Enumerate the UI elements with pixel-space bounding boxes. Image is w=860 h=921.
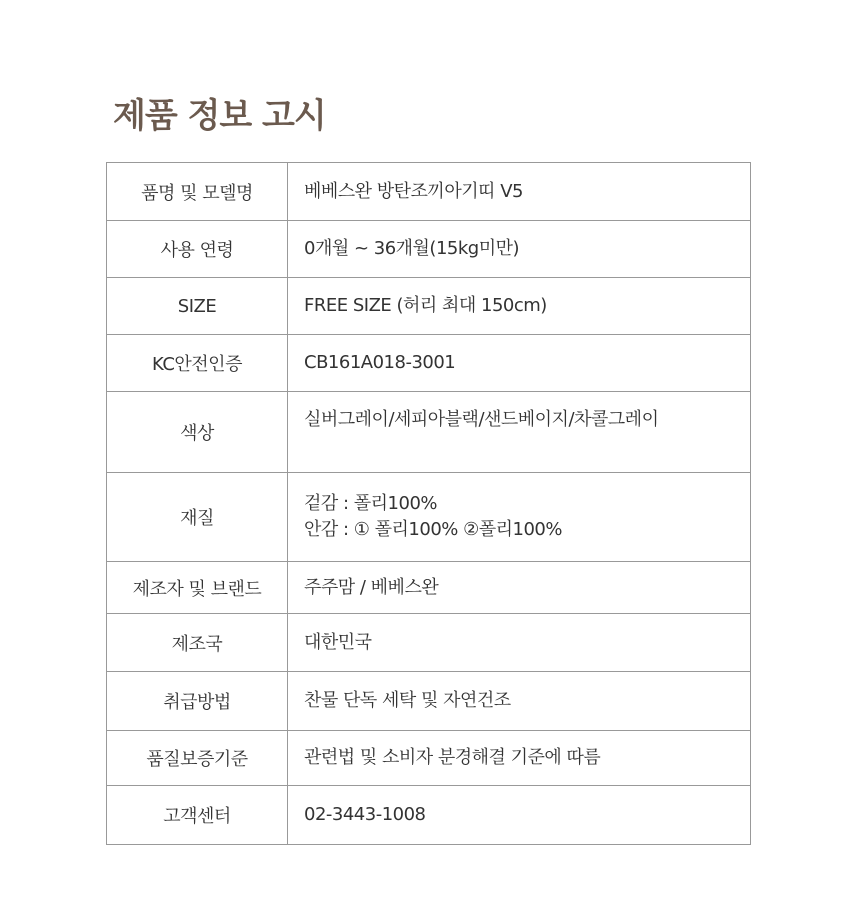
value-line: 겉감 : 폴리100%: [304, 493, 438, 514]
value-line: 안감 : ① 폴리100% ②폴리100%: [304, 519, 562, 540]
row-label: 제조국: [107, 614, 288, 672]
row-label: 취급방법: [107, 672, 288, 731]
row-label: 사용 연령: [107, 221, 288, 278]
table-row: [107, 278, 751, 335]
row-value: [288, 672, 751, 731]
value-line: 주주맘 / 베베스완: [304, 576, 439, 598]
row-label: 재질: [107, 473, 288, 562]
table-row: [107, 731, 751, 786]
row-label: KC안전인증: [107, 335, 288, 392]
row-value: [288, 614, 751, 672]
table-row: [107, 163, 751, 221]
value-line: 관련법 및 소비자 분경해결 기준에 따름: [304, 747, 601, 768]
table-row: [107, 221, 751, 278]
value-line: 찬물 단독 세탁 및 자연건조: [304, 690, 511, 711]
table-row: [107, 392, 751, 473]
row-label: 품명 및 모델명: [107, 163, 288, 221]
row-value: [288, 163, 751, 221]
value-line: 02-3443-1008: [304, 804, 426, 825]
row-label: 제조자 및 브랜드: [107, 562, 288, 614]
row-label: 품질보증기준: [107, 731, 288, 786]
row-value: [288, 278, 751, 335]
table-row: [107, 473, 751, 562]
row-value: [288, 562, 751, 614]
row-value: [288, 221, 751, 278]
row-label: 고객센터: [107, 786, 288, 845]
row-value: [288, 335, 751, 392]
product-info-table: [106, 162, 751, 845]
row-value: [288, 731, 751, 786]
value-line: 0개월 ~ 36개월(15kg미만): [304, 238, 520, 259]
table-row: [107, 786, 751, 845]
page-title: 제품 정보 고시: [113, 96, 326, 136]
value-line: FREE SIZE (허리 최대 150cm): [304, 295, 547, 316]
table-row: [107, 672, 751, 731]
value-line: CB161A018-3001: [304, 352, 456, 373]
table-row: [107, 335, 751, 392]
table-row: [107, 614, 751, 672]
value-line: 대한민국: [304, 631, 372, 653]
row-label: SIZE: [107, 278, 288, 335]
row-value: [288, 473, 751, 562]
row-value: [288, 786, 751, 845]
row-value: [288, 392, 751, 473]
value-line: 실버그레이/세피아블랙/샌드베이지/차콜그레이: [304, 409, 659, 430]
value-line: 베베스완 방탄조끼아기띠 V5: [304, 180, 523, 202]
table-row: [107, 562, 751, 614]
row-label: 색상: [107, 392, 288, 473]
